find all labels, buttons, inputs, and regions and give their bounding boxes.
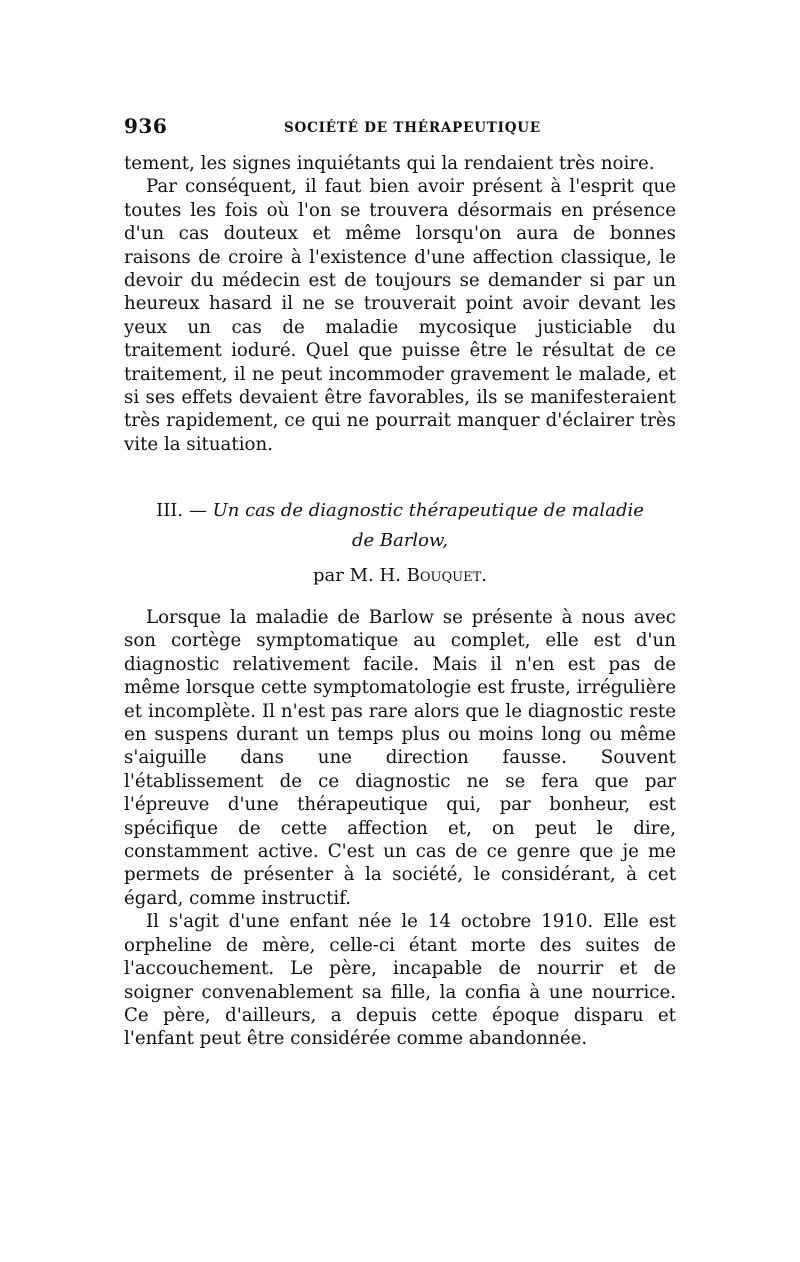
page-number: 936 bbox=[124, 114, 168, 138]
running-title: SOCIÉTÉ DE THÉRAPEUTIQUE bbox=[284, 120, 541, 136]
section-title-part-1: Un cas de diagnostic thérapeutique de maladie bbox=[212, 500, 644, 521]
section-title-line-2: de Barlow, bbox=[351, 530, 449, 551]
byline bbox=[124, 564, 676, 588]
paragraph: Il s'agit d'une enfant née le 14 octobre 1910. Elle est orpheline de mère, celle-ci étant morte des suites de l'accouchement. Le père, incapable de nourrir et de soigner convenablement sa fille, la confia à une nourrice. Ce père, d'ailleurs, a depuis cette époque disparu et l'enfant peut être considérée comme abandonnée. bbox=[124, 911, 676, 1050]
paragraph: Lorsque la maladie de Barlow se présente à nous avec son cortège symptomatique au complet, elle est d'un diagnostic relativement facile. Mais il n'en est pas de même lorsque cette symptomatologie est fruste, irrégulière et incomplète. Il n'est pas rare alors que le diagnostic reste en suspens durant un temps plus ou moins long ou même s'aiguille dans une direction fausse. Souvent l'établissement de ce diagnostic ne se fera que par l'épreuve d'une thérapeutique qui, par bonheur, est spécifique de cette affection et, on peut le dire, constamment active. C'est un cas de ce genre que je me permets de présenter à la société, le considérant, à cet égard, comme instructif. bbox=[124, 607, 676, 909]
body-text-section-2 bbox=[124, 606, 676, 1051]
page-header bbox=[124, 114, 676, 140]
byline-author: Bouquet. bbox=[406, 565, 487, 586]
paragraph-continuation: tement, les signes inquiétants qui la rendaient très noire. bbox=[124, 153, 655, 174]
byline-prefix: par M. H. bbox=[313, 565, 401, 586]
paragraph: Par conséquent, il faut bien avoir présent à l'esprit que toutes les fois où l'on se trouvera désormais en présence d'un cas douteux et même lorsqu'on aura de bonnes raisons de croire à l'existence d'une affection classique, le devoir du médecin est de toujours se demander si par un heureux hasard il ne se trouverait point avoir devant les yeux un cas de maladie mycosique justiciable du traitement ioduré. Quel que puisse être le résultat de ce traitement, il ne peut incommoder gravement le malade, et si ses effets devaient être favorables, ils se manifesteraient très rapidement, ce qui ne pourrait manquer d'éclairer très vite la situation. bbox=[124, 176, 676, 455]
section-heading bbox=[124, 496, 676, 556]
body-text-section-1 bbox=[124, 152, 676, 456]
section-numeral: III. — bbox=[156, 500, 207, 521]
section-title-line-1 bbox=[124, 496, 676, 526]
